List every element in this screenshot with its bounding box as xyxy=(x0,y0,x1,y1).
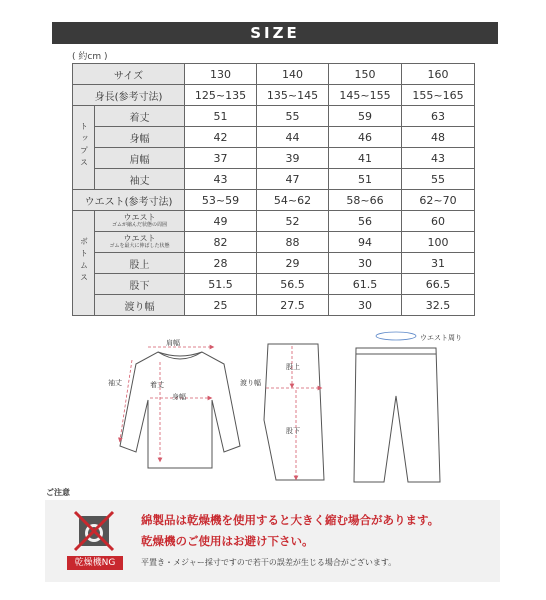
shirt-illustration xyxy=(120,352,240,468)
size-banner: SIZE xyxy=(52,22,498,44)
size-cell: 140 xyxy=(257,64,329,85)
value-cell: 52 xyxy=(257,211,329,232)
bottoms-label: 渡り幅 xyxy=(95,295,185,316)
value-cell: 66.5 xyxy=(402,274,475,295)
notice-box xyxy=(45,500,500,582)
inseam-label: 股下 xyxy=(286,427,300,435)
value-cell: 63 xyxy=(402,106,475,127)
dryer-ng-icon xyxy=(73,510,115,552)
tops-label: 着丈 xyxy=(95,106,185,127)
waist-relaxed-title: ウエスト xyxy=(123,213,156,222)
value-cell: 94 xyxy=(329,232,402,253)
waist-cell: 54~62 xyxy=(257,190,329,211)
waist-label: ウエスト(参考寸法) xyxy=(73,190,185,211)
value-cell: 61.5 xyxy=(329,274,402,295)
value-cell: 55 xyxy=(402,169,475,190)
bottoms-group-text: ボトムス xyxy=(79,237,89,285)
height-cell: 125~135 xyxy=(185,85,257,106)
value-cell: 48 xyxy=(402,127,475,148)
rise-label: 股上 xyxy=(286,363,300,371)
chest-label: 身幅 xyxy=(172,393,186,401)
value-cell: 51 xyxy=(185,106,257,127)
value-cell: 47 xyxy=(257,169,329,190)
value-cell: 46 xyxy=(329,127,402,148)
notice-title: ご注意 xyxy=(46,488,70,497)
value-cell: 100 xyxy=(402,232,475,253)
value-cell: 30 xyxy=(329,295,402,316)
size-label: サイズ xyxy=(73,64,185,85)
value-cell: 56.5 xyxy=(257,274,329,295)
thigh-label: 渡り幅 xyxy=(240,379,261,387)
value-cell: 27.5 xyxy=(257,295,329,316)
height-cell: 135~145 xyxy=(257,85,329,106)
size-cell: 150 xyxy=(329,64,402,85)
bottoms-label: 股上 xyxy=(95,253,185,274)
tops-group-text: トップス xyxy=(79,121,89,170)
value-cell: 82 xyxy=(185,232,257,253)
bottoms-label: 股下 xyxy=(95,274,185,295)
size-cell: 130 xyxy=(185,64,257,85)
notice-line-1: 綿製品は乾燥機を使用すると大きく縮む場合があります。 xyxy=(141,513,440,527)
value-cell: 56 xyxy=(329,211,402,232)
value-cell: 41 xyxy=(329,148,402,169)
length-label: 着丈 xyxy=(150,381,164,389)
waist-cell: 58~66 xyxy=(329,190,402,211)
height-label: 身長(参考寸法) xyxy=(73,85,185,106)
value-cell: 25 xyxy=(185,295,257,316)
sleeve-label: 袖丈 xyxy=(108,379,122,387)
waist-cell: 62~70 xyxy=(402,190,475,211)
waist-relaxed-sub: ゴムが縮んだ状態の周囲 xyxy=(112,222,168,228)
value-cell: 60 xyxy=(402,211,475,232)
value-cell: 30 xyxy=(329,253,402,274)
value-cell: 88 xyxy=(257,232,329,253)
height-cell: 155~165 xyxy=(402,85,475,106)
size-cell: 160 xyxy=(402,64,475,85)
value-cell: 49 xyxy=(185,211,257,232)
waist-stretched-title: ウエスト xyxy=(123,234,156,243)
shoulder-label: 肩幅 xyxy=(166,339,180,347)
waist-cell: 53~59 xyxy=(185,190,257,211)
value-cell: 32.5 xyxy=(402,295,475,316)
unit-note: ( 約cm ) xyxy=(72,52,108,62)
value-cell: 59 xyxy=(329,106,402,127)
value-cell: 43 xyxy=(185,169,257,190)
shirt-measure-lines xyxy=(120,347,212,460)
value-cell: 55 xyxy=(257,106,329,127)
notice-line-2: 乾燥機のご使用はお避け下さい。 xyxy=(141,534,314,548)
tops-label: 肩幅 xyxy=(95,148,185,169)
value-cell: 43 xyxy=(402,148,475,169)
value-cell: 39 xyxy=(257,148,329,169)
value-cell: 51 xyxy=(329,169,402,190)
value-cell: 28 xyxy=(185,253,257,274)
value-cell: 31 xyxy=(402,253,475,274)
tops-label: 袖丈 xyxy=(95,169,185,190)
value-cell: 37 xyxy=(185,148,257,169)
notice-line-3: 平置き・メジャー採寸ですので若干の誤差が生じる場合がございます。 xyxy=(141,558,397,567)
height-cell: 145~155 xyxy=(329,85,402,106)
pants-front-illustration xyxy=(354,348,440,482)
value-cell: 44 xyxy=(257,127,329,148)
tops-label: 身幅 xyxy=(95,127,185,148)
dryer-ng-label: 乾燥機NG xyxy=(67,556,123,570)
waist-around-label: ウエスト周り xyxy=(420,334,462,342)
waist-stretched-sub: ゴムを最大に伸ばした状態 xyxy=(109,243,170,249)
value-cell: 29 xyxy=(257,253,329,274)
waist-measure-icon xyxy=(376,332,416,340)
value-cell: 51.5 xyxy=(185,274,257,295)
value-cell: 42 xyxy=(185,127,257,148)
